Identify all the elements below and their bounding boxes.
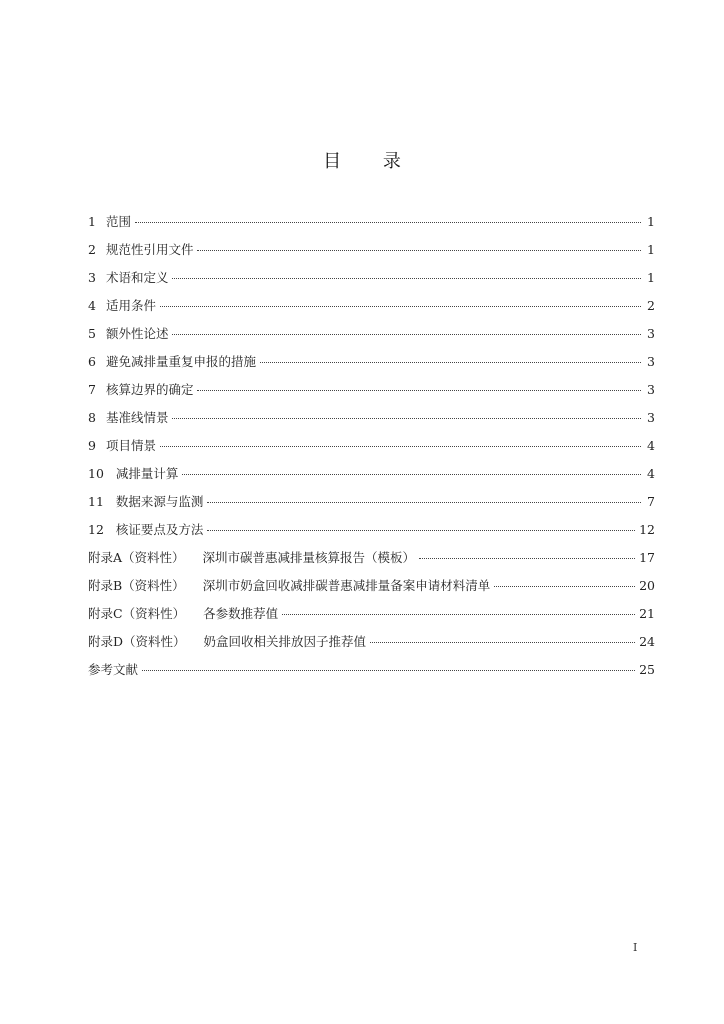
dot-leader	[182, 473, 641, 475]
dot-leader	[197, 389, 641, 391]
toc-number: 12	[88, 522, 104, 537]
toc-entry-10[interactable]	[88, 464, 655, 492]
toc-entry-4[interactable]	[88, 296, 655, 324]
toc-label: 适用条件	[105, 298, 156, 313]
toc-entry-5[interactable]	[88, 324, 655, 352]
toc-entry-2[interactable]	[88, 240, 655, 268]
toc-label: 各参数推荐值	[203, 606, 279, 621]
toc-label: 深圳市奶盒回收减排碳普惠减排量备案申请材料清单	[202, 578, 491, 593]
title-char-1: 目	[323, 151, 342, 172]
toc-page: 21	[639, 606, 655, 621]
toc-page: 24	[639, 634, 655, 649]
dot-leader	[260, 361, 641, 363]
dot-leader	[207, 501, 641, 503]
page-title	[0, 147, 724, 173]
toc-page: 3	[647, 410, 655, 425]
toc-label: 奶盒回收相关排放因子推荐值	[203, 634, 367, 649]
toc-page: 3	[647, 354, 655, 369]
toc-annex-d[interactable]	[88, 632, 655, 660]
toc-label: 规范性引用文件	[105, 242, 194, 257]
toc-label: 核证要点及方法	[115, 522, 204, 537]
toc-number: 8	[88, 410, 96, 425]
toc-page: 2	[647, 298, 655, 313]
toc-number: 2	[88, 242, 96, 257]
toc-entry-6[interactable]	[88, 352, 655, 380]
toc-annex-b[interactable]	[88, 576, 655, 604]
toc-entry-7[interactable]	[88, 380, 655, 408]
toc-annex-a[interactable]	[88, 548, 655, 576]
toc-page: 4	[647, 466, 655, 481]
toc-label: 项目情景	[105, 438, 156, 453]
dot-leader	[172, 333, 641, 335]
toc-entry-1[interactable]	[88, 212, 655, 240]
annex-prefix: 附录C（资料性）	[88, 606, 186, 621]
toc-page: 7	[647, 494, 655, 509]
toc-entry-11[interactable]	[88, 492, 655, 520]
dot-leader	[207, 529, 635, 531]
toc-entry-3[interactable]	[88, 268, 655, 296]
page-number: I	[633, 941, 638, 954]
toc-entry-12[interactable]	[88, 520, 655, 548]
toc-page: 17	[639, 550, 655, 565]
toc-number: 3	[88, 270, 96, 285]
dot-leader	[172, 277, 641, 279]
toc-number: 4	[88, 298, 96, 313]
toc-entry-8[interactable]	[88, 408, 655, 436]
dot-leader	[419, 557, 635, 559]
toc-page: 12	[639, 522, 655, 537]
toc-references[interactable]	[88, 660, 655, 688]
toc-number: 1	[88, 214, 96, 229]
toc-page: 25	[639, 662, 655, 677]
toc-page: 1	[647, 270, 655, 285]
toc-label: 基准线情景	[105, 410, 169, 425]
toc-annex-c[interactable]	[88, 604, 655, 632]
annex-prefix: 附录A（资料性）	[88, 550, 185, 565]
dot-leader	[135, 221, 641, 223]
toc-label: 术语和定义	[105, 270, 169, 285]
toc-page: 4	[647, 438, 655, 453]
toc-page: 20	[639, 578, 655, 593]
dot-leader	[160, 445, 641, 447]
toc-label: 参考文献	[88, 662, 139, 677]
annex-prefix: 附录D（资料性）	[88, 634, 186, 649]
toc-label: 数据来源与监测	[115, 494, 204, 509]
toc-number: 7	[88, 382, 96, 397]
table-of-contents	[88, 212, 655, 688]
annex-prefix: 附录B（资料性）	[88, 578, 185, 593]
toc-page: 1	[647, 242, 655, 257]
toc-label: 避免减排量重复申报的措施	[105, 354, 256, 369]
toc-label: 深圳市碳普惠减排量核算报告（模板）	[202, 550, 416, 565]
dot-leader	[494, 585, 635, 587]
dot-leader	[142, 669, 635, 671]
title-char-2: 录	[382, 151, 401, 172]
toc-page: 3	[647, 382, 655, 397]
toc-label: 范围	[105, 214, 131, 229]
toc-number: 11	[88, 494, 104, 509]
toc-label: 核算边界的确定	[105, 382, 194, 397]
toc-label: 减排量计算	[115, 466, 179, 481]
toc-page: 3	[647, 326, 655, 341]
toc-number: 5	[88, 326, 96, 341]
toc-number: 9	[88, 438, 96, 453]
dot-leader	[370, 641, 635, 643]
toc-entry-9[interactable]	[88, 436, 655, 464]
dot-leader	[282, 613, 635, 615]
toc-number: 6	[88, 354, 96, 369]
dot-leader	[197, 249, 641, 251]
toc-page: 1	[647, 214, 655, 229]
toc-label: 额外性论述	[105, 326, 169, 341]
dot-leader	[160, 305, 641, 307]
toc-number: 10	[88, 466, 104, 481]
dot-leader	[172, 417, 641, 419]
